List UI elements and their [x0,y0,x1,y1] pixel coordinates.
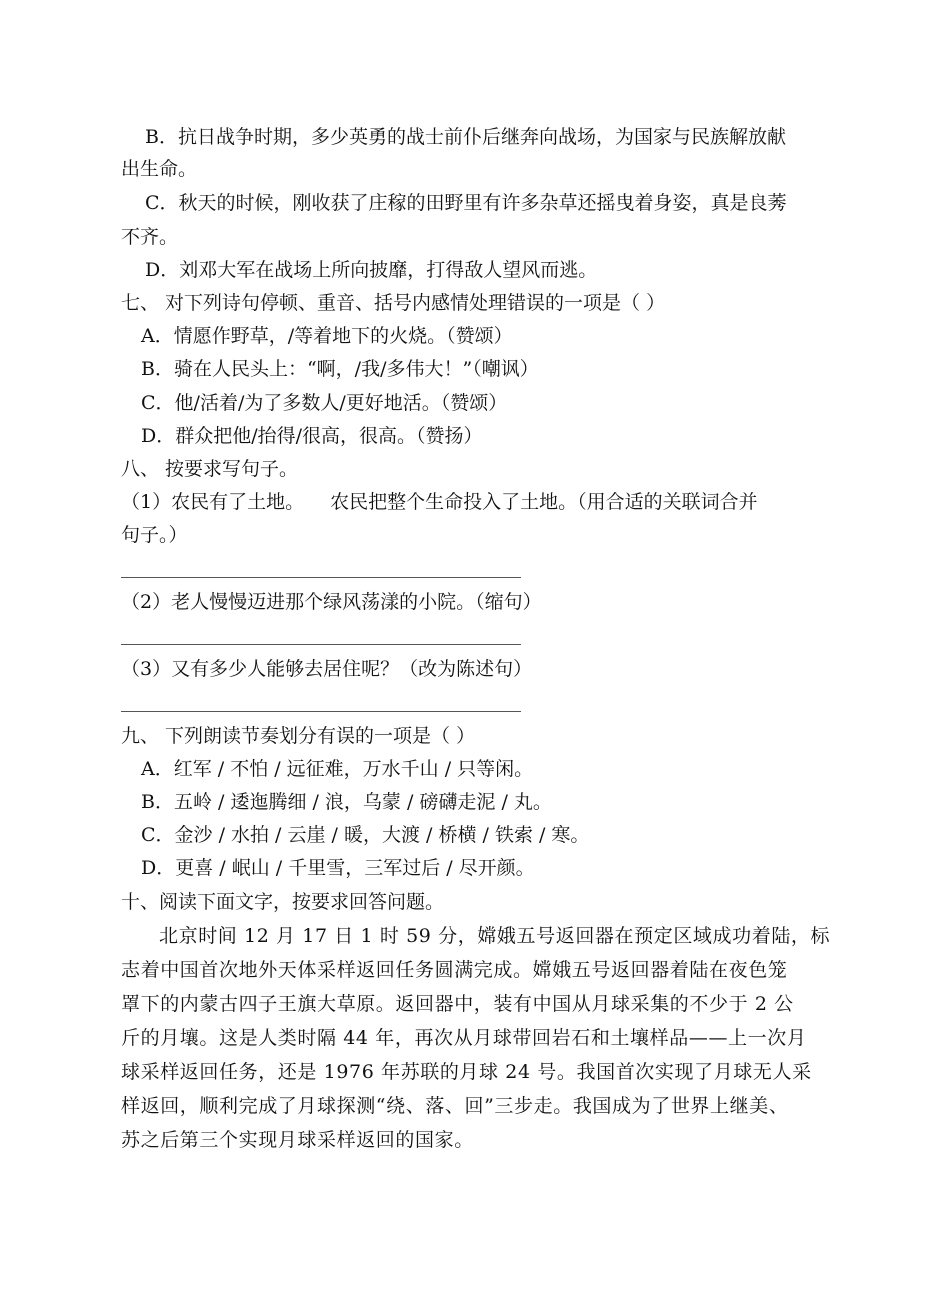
q8-item1-answer-line[interactable] [121,577,521,578]
q10-passage-line: 斤的月壤。这是人类时隔 44 年，再次从月球带回岩石和土壤样品——上一次月 [121,1027,807,1049]
q8-item3: （3）又有多少人能够去居住呢？（改为陈述句） [121,658,533,680]
q10-passage-line: 罩下的内蒙古四子王旗大草原。返回器中，装有中国从月球采集的不少于 2 公 [121,993,794,1015]
q6-option-d: D．刘邓大军在战场上所向披靡，打得敌人望风而逃。 [145,259,598,281]
q9-option-d: D．更喜 / 岷山 / 千里雪，三军过后 / 尽开颜。 [141,857,535,879]
q8-item1-continuation: 句子。） [121,524,188,546]
q7-option-c: C．他/活着/为了多数人/更好地活。（赞颂） [141,392,508,414]
q7-option-b: B．骑在人民头上：“啊，/我/多伟大！”（嘲讽） [141,358,539,380]
q7-stem: 七、 对下列诗句停顿、重音、括号内感情处理错误的一项是（ ） [121,292,666,314]
q8-item2: （2）老人慢慢迈进那个绿风荡漾的小院。（缩句） [121,591,542,613]
q10-stem: 十、阅读下面文字，按要求回答问题。 [121,891,445,913]
q10-passage-line: 北京时间 12 月 17 日 1 时 59 分，嫦娥五号返回器在预定区域成功着陆，标 [159,925,831,947]
q10-passage-line: 志着中国首次地外天体采样返回任务圆满完成。嫦娥五号返回器着陆在夜色笼 [121,959,788,981]
q8-item2-answer-line[interactable] [121,644,521,645]
q7-option-d: D．群众把他/抬得/很高，很高。（赞扬） [141,425,483,447]
q8-item1-sentence-a: （1）农民有了土地。 [121,491,305,513]
q9-option-c: C．金沙 / 水拍 / 云崖 / 暖，大渡 / 桥横 / 铁索 / 寒。 [141,824,590,846]
q6-option-c-line2: 不齐。 [121,226,179,248]
q9-stem: 九、 下列朗读节奏划分有误的一项是（ ） [121,725,476,747]
q7-option-a: A．情愿作野草，/等着地下的火烧。（赞颂） [141,325,513,347]
q9-option-b: B．五岭 / 逶迤腾细 / 浪，乌蒙 / 磅礴走泥 / 丸。 [141,791,552,813]
q6-option-c-line1: C．秋天的时候，刚收获了庄稼的田野里有许多杂草还摇曳着身姿，真是良莠 [145,192,787,214]
q10-passage-line: 苏之后第三个实现月球采样返回的国家。 [121,1129,474,1151]
q8-item1-sentence-b: 农民把整个生命投入了土地。（用合适的关联词合并 [330,491,758,513]
q10-passage-line: 球采样返回任务，还是 1976 年苏联的月球 24 号。我国首次实现了月球无人采 [121,1061,812,1083]
q8-item1 [121,490,758,514]
q8-stem: 八、 按要求写句子。 [121,458,299,480]
q6-option-b-line2: 出生命。 [121,158,198,180]
q10-passage-line: 样返回，顺利完成了月球探测“绕、落、回”三步走。我国成为了世界上继美、 [121,1095,789,1117]
q8-item3-answer-line[interactable] [121,711,521,712]
q9-option-a: A．红军 / 不怕 / 远征难，万水千山 / 只等闲。 [141,758,534,780]
q6-option-b-line1: B．抗日战争时期，多少英勇的战士前仆后继奔向战场，为国家与民族解放献 [145,126,786,148]
